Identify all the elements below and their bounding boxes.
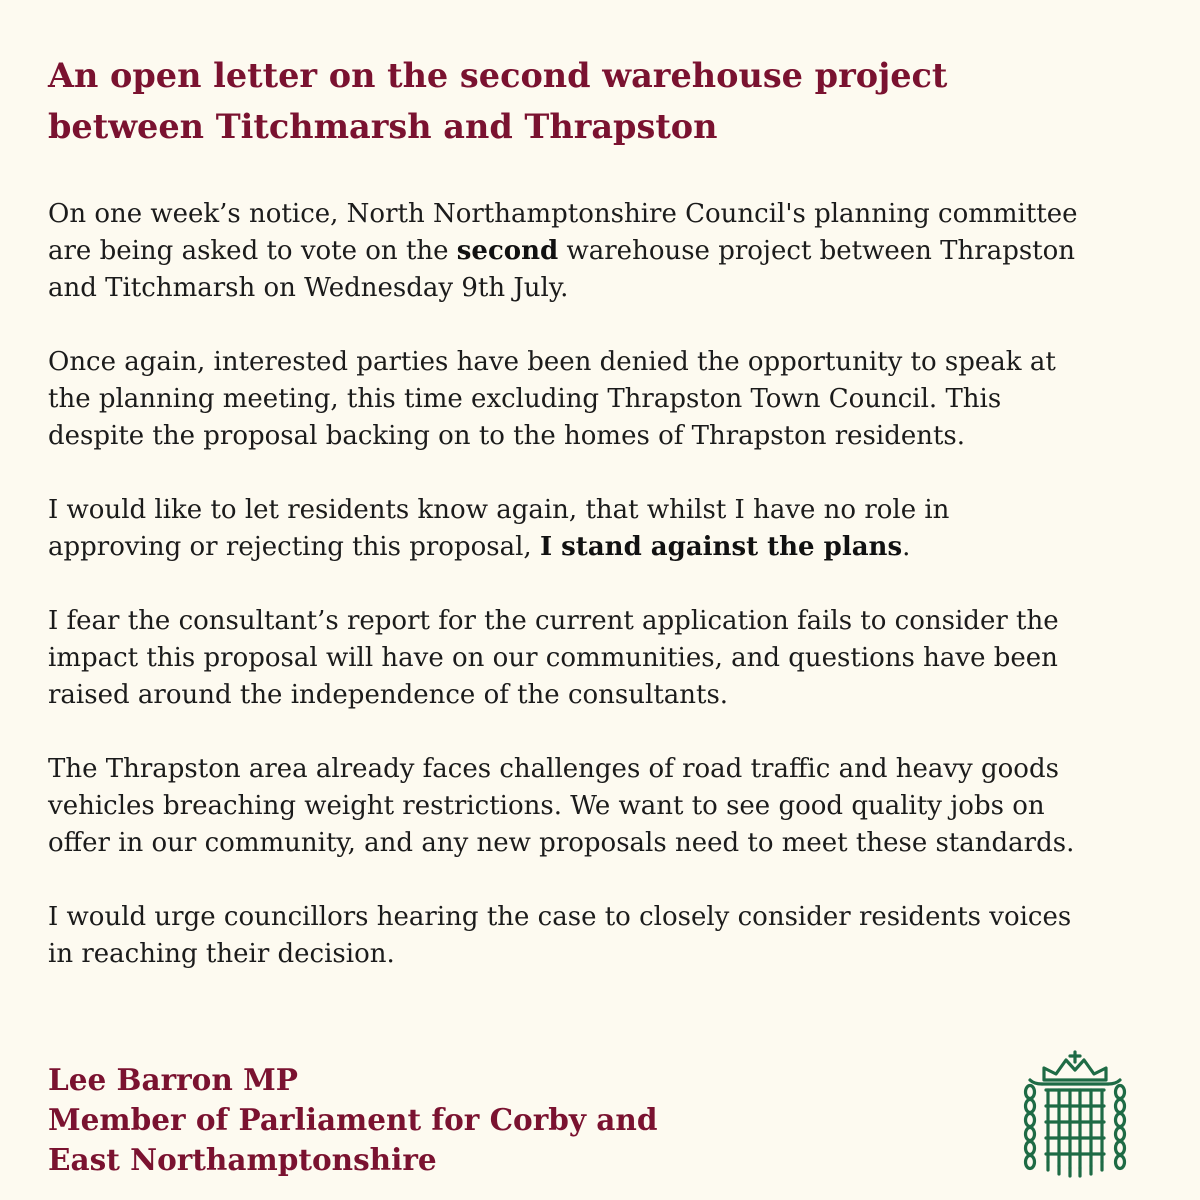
paragraph-line xyxy=(48,529,1158,566)
paragraph-line: offer in our community, and any new proposals need to meet these standards. xyxy=(48,828,1075,858)
title-line-1: An open letter on the second warehouse project xyxy=(48,56,948,95)
paragraph-line: impact this proposal will have on our communities, and questions have been xyxy=(48,643,1058,673)
paragraph-line: I fear the consultant’s report for the current application fails to consider the xyxy=(48,606,1059,636)
paragraph-line: On one week’s notice, North Northamptonshire Council's planning committee xyxy=(48,199,1078,229)
paragraph-line: Once again, interested parties have been denied the opportunity to speak at xyxy=(48,347,1056,377)
emphasis-stand-against: I stand against the plans xyxy=(539,532,903,562)
signatory-role-line-2: East Northamptonshire xyxy=(48,1142,437,1177)
signatory-role-line-1: Member of Parliament for Corby and xyxy=(48,1102,658,1137)
paragraph-notice xyxy=(48,196,1158,307)
paragraph-line: and Titchmarsh on Wednesday 9th July. xyxy=(48,273,569,303)
paragraph-line: vehicles breaching weight restrictions. We want to see good quality jobs on xyxy=(48,791,1045,821)
title-line-2: between Titchmarsh and Thrapston xyxy=(48,107,718,146)
text-run: approving or rejecting this proposal, xyxy=(48,532,540,562)
paragraph-line: raised around the independence of the consultants. xyxy=(48,680,729,710)
paragraph-line: in reaching their decision. xyxy=(48,939,395,969)
paragraph-consultant-report xyxy=(48,603,1158,714)
signatory-name: Lee Barron MP xyxy=(48,1062,298,1097)
paragraph-traffic xyxy=(48,751,1158,862)
text-run: are being asked to vote on the xyxy=(48,236,457,266)
paragraph-stance xyxy=(48,492,1158,566)
letter-body xyxy=(48,196,1158,1010)
paragraph-line: I would like to let residents know again, that whilst I have no role in xyxy=(48,495,950,525)
paragraph-line: despite the proposal backing on to the homes of Thrapston residents. xyxy=(48,421,966,451)
paragraph-line: the planning meeting, this time excluding Thrapston Town Council. This xyxy=(48,384,1002,414)
signature-block xyxy=(48,1060,658,1180)
paragraph-denied-speaking xyxy=(48,344,1158,455)
paragraph-line: The Thrapston area already faces challenges of road traffic and heavy goods xyxy=(48,754,1059,784)
text-run: . xyxy=(902,532,911,562)
portcullis-icon xyxy=(1016,1050,1134,1178)
paragraph-urge xyxy=(48,899,1158,973)
paragraph-line xyxy=(48,233,1158,270)
emphasis-second: second xyxy=(456,236,559,266)
paragraph-line: I would urge councillors hearing the case to closely consider residents voices xyxy=(48,902,1072,932)
letter-title xyxy=(48,50,1158,152)
text-run: warehouse project between Thrapston xyxy=(558,236,1076,266)
